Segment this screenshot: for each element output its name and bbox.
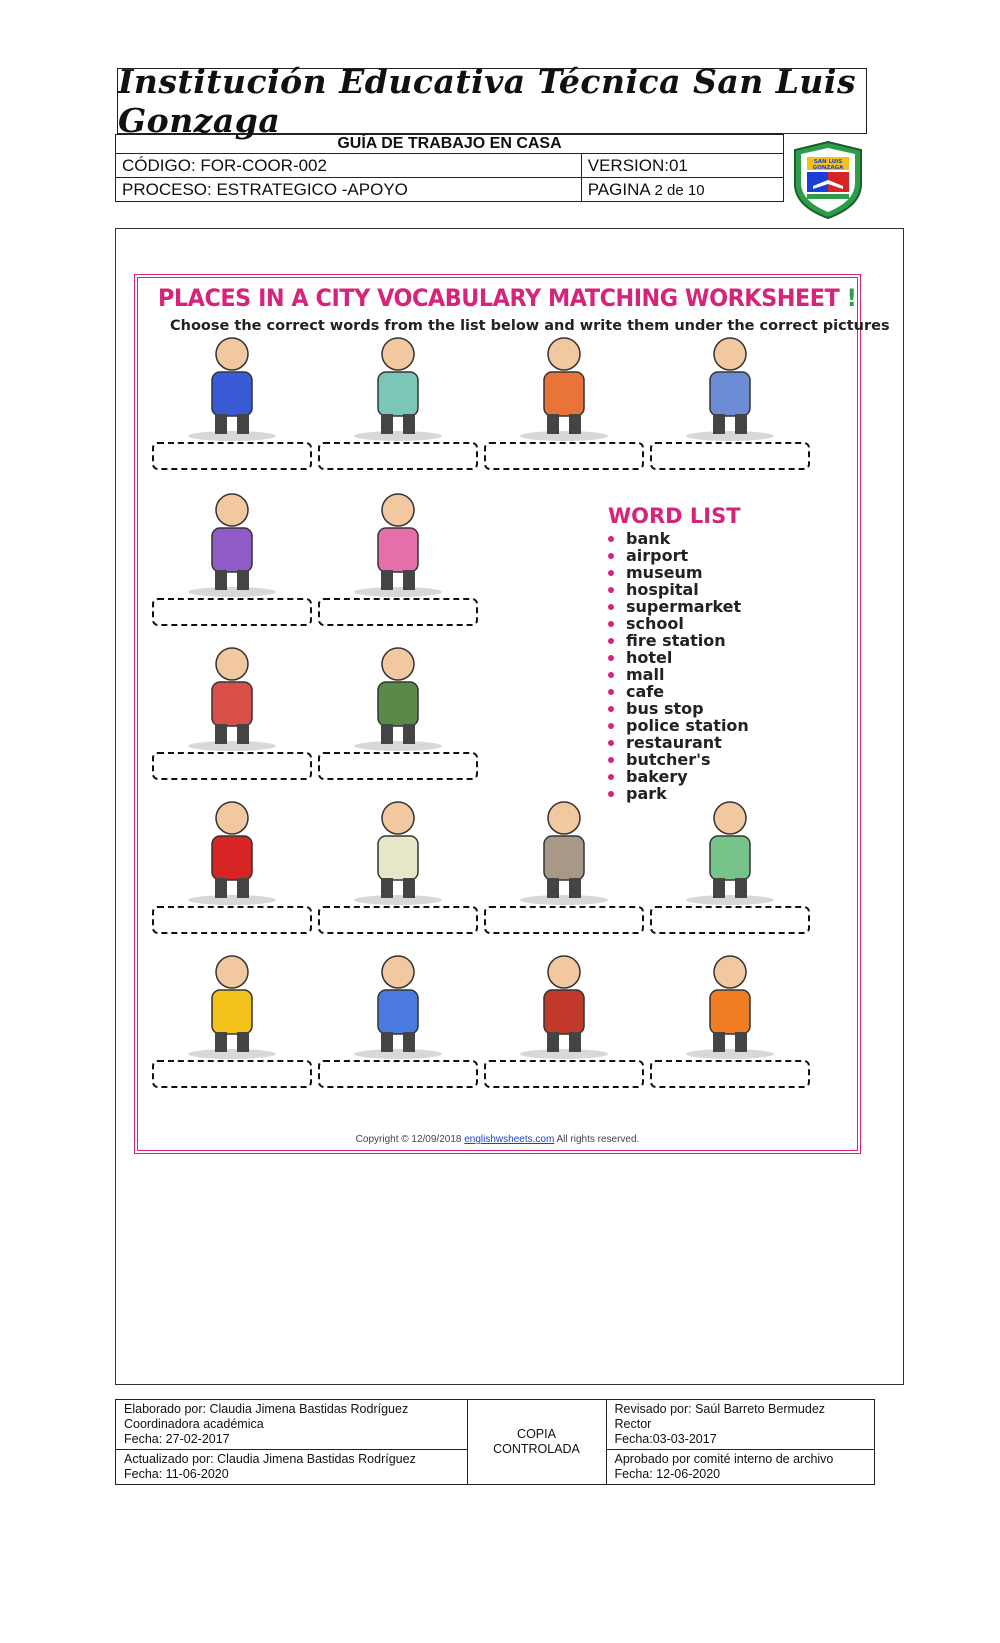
word-list-word: hotel [626, 648, 673, 667]
man-with-money-bag-picture [323, 634, 473, 752]
word-list-word: park [626, 784, 667, 803]
reviewed-by: Revisado por: Saúl Barreto Bermudez [614, 1402, 826, 1416]
bullet-icon [608, 689, 614, 695]
elaborated-date: Fecha: 27-02-2017 [124, 1432, 230, 1446]
worksheet-title-bang: ! [846, 284, 857, 312]
document-control-table [115, 134, 784, 202]
page-number: 2 de 10 [654, 181, 705, 199]
svg-text:GONZAGA: GONZAGA [812, 165, 844, 171]
bellboy-picture [157, 788, 307, 906]
footer-elaborated [116, 1400, 468, 1450]
word-list-item [608, 751, 749, 768]
institution-title-box [117, 62, 867, 140]
approval-footer [115, 1399, 875, 1485]
word-list-word: restaurant [626, 733, 722, 752]
word-list-item [608, 734, 749, 751]
bullet-icon [608, 536, 614, 542]
waiter-picture [489, 942, 639, 1060]
updated-date: Fecha: 11-06-2020 [124, 1467, 229, 1481]
word-list-item [608, 615, 749, 632]
answer-box[interactable] [152, 752, 312, 780]
answer-box[interactable] [484, 442, 644, 470]
answer-box[interactable] [650, 1060, 810, 1088]
word-list-word: fire station [626, 631, 726, 650]
butcher-picture [157, 634, 307, 752]
statue-picture [489, 788, 639, 906]
pilot-picture [323, 942, 473, 1060]
bullet-icon [608, 757, 614, 763]
answer-box[interactable] [152, 442, 312, 470]
word-list-word: supermarket [626, 597, 742, 616]
word-list-word: cafe [626, 682, 665, 701]
word-list-item [608, 649, 749, 666]
bullet-icon [608, 621, 614, 627]
approved-date: Fecha: 12-06-2020 [614, 1467, 721, 1481]
man-drinking-coffee-picture [655, 788, 805, 906]
word-list-item [608, 666, 749, 683]
word-list-item [608, 768, 749, 785]
shopper-picture [489, 324, 639, 442]
firefighter-picture [655, 942, 805, 1060]
svg-text:SAN LUIS: SAN LUIS [813, 159, 843, 165]
bullet-icon [608, 604, 614, 610]
reviewed-role: Rector [614, 1417, 652, 1431]
answer-box[interactable] [484, 1060, 644, 1088]
institution-title: Institución Educativa Técnica San Luis Gonzaga [118, 62, 857, 140]
word-list-item [608, 632, 749, 649]
reviewed-date: Fecha:03-03-2017 [614, 1432, 717, 1446]
answer-box[interactable] [318, 752, 478, 780]
page-label: PAGINA [587, 179, 655, 199]
word-list-item [608, 547, 749, 564]
controlled-copy [467, 1400, 606, 1485]
policeman-picture [157, 324, 307, 442]
answer-box[interactable] [650, 906, 810, 934]
word-list-word: mall [626, 665, 665, 684]
answer-box[interactable] [318, 442, 478, 470]
word-list-word: airport [626, 546, 689, 565]
word-list-word: butcher's [626, 750, 711, 769]
bullet-icon [608, 655, 614, 661]
word-list-item [608, 530, 749, 547]
word-list-word: bus stop [626, 699, 704, 718]
footer-reviewed [606, 1400, 875, 1450]
woman-at-bus-stop-picture [157, 480, 307, 598]
word-list-word: museum [626, 563, 703, 582]
bullet-icon [608, 723, 614, 729]
worksheet-instruction: Choose the correct words from the list below and write them under the correct pictures [170, 318, 890, 334]
word-list-item [608, 683, 749, 700]
answer-box[interactable] [152, 906, 312, 934]
answer-box[interactable] [152, 1060, 312, 1088]
bullet-icon [608, 774, 614, 780]
word-list-item [608, 564, 749, 581]
word-list-word: bank [626, 529, 671, 548]
document-version: VERSION:01 [581, 154, 783, 178]
word-list-item [608, 700, 749, 717]
baker-picture [323, 788, 473, 906]
copyright-link[interactable]: englishwsheets.com [464, 1134, 555, 1145]
word-list-word: school [626, 614, 684, 633]
copyright-suffix: All rights reserved. [554, 1134, 640, 1145]
guide-title: GUÍA DE TRABAJO EN CASA [116, 135, 784, 154]
updated-by: Actualizado por: Claudia Jimena Bastidas Rodríguez [124, 1452, 416, 1466]
word-list-word: bakery [626, 767, 688, 786]
word-list-title: WORD LIST [608, 504, 741, 528]
doctor-picture [323, 324, 473, 442]
answer-box[interactable] [152, 598, 312, 626]
places-worksheet [134, 274, 890, 1154]
word-list-word: police station [626, 716, 749, 735]
bullet-icon [608, 587, 614, 593]
worksheet-copyright [138, 1134, 857, 1145]
bullet-icon [608, 672, 614, 678]
elaborated-role: Coordinadora académica [124, 1417, 264, 1431]
answer-box[interactable] [318, 906, 478, 934]
document-code: CÓDIGO: FOR-COOR-002 [116, 154, 582, 178]
bullet-icon [608, 706, 614, 712]
document-page [581, 178, 783, 202]
answer-box[interactable] [318, 1060, 478, 1088]
footer-updated [116, 1450, 468, 1485]
controlled-copy-line2: CONTROLADA [493, 1442, 580, 1456]
elaborated-by: Elaborado por: Claudia Jimena Bastidas Rodríguez [124, 1402, 409, 1416]
document-process: PROCESO: ESTRATEGICO -APOYO [116, 178, 582, 202]
word-list-item [608, 581, 749, 598]
copyright-prefix: Copyright © 12/09/2018 [355, 1134, 465, 1145]
bullet-icon [608, 553, 614, 559]
woman-shopping-picture [157, 942, 307, 1060]
teacher-picture [323, 480, 473, 598]
bullet-icon [608, 740, 614, 746]
worksheet-title-text: PLACES IN A CITY VOCABULARY MATCHING WORKSHEET [158, 284, 840, 312]
approved-by: Aprobado por comité interno de archivo [614, 1452, 834, 1466]
answer-box[interactable] [484, 906, 644, 934]
word-list [608, 504, 749, 802]
school-shield-logo [791, 140, 865, 220]
worksheet-title [158, 284, 856, 312]
answer-box[interactable] [650, 442, 810, 470]
man-sleeping-picture [655, 324, 805, 442]
answer-box[interactable] [318, 598, 478, 626]
footer-approved [606, 1450, 875, 1485]
word-list-item [608, 717, 749, 734]
controlled-copy-line1: COPIA [517, 1427, 556, 1441]
word-list-word: hospital [626, 580, 699, 599]
bullet-icon [608, 638, 614, 644]
bullet-icon [608, 570, 614, 576]
word-list-item [608, 598, 749, 615]
